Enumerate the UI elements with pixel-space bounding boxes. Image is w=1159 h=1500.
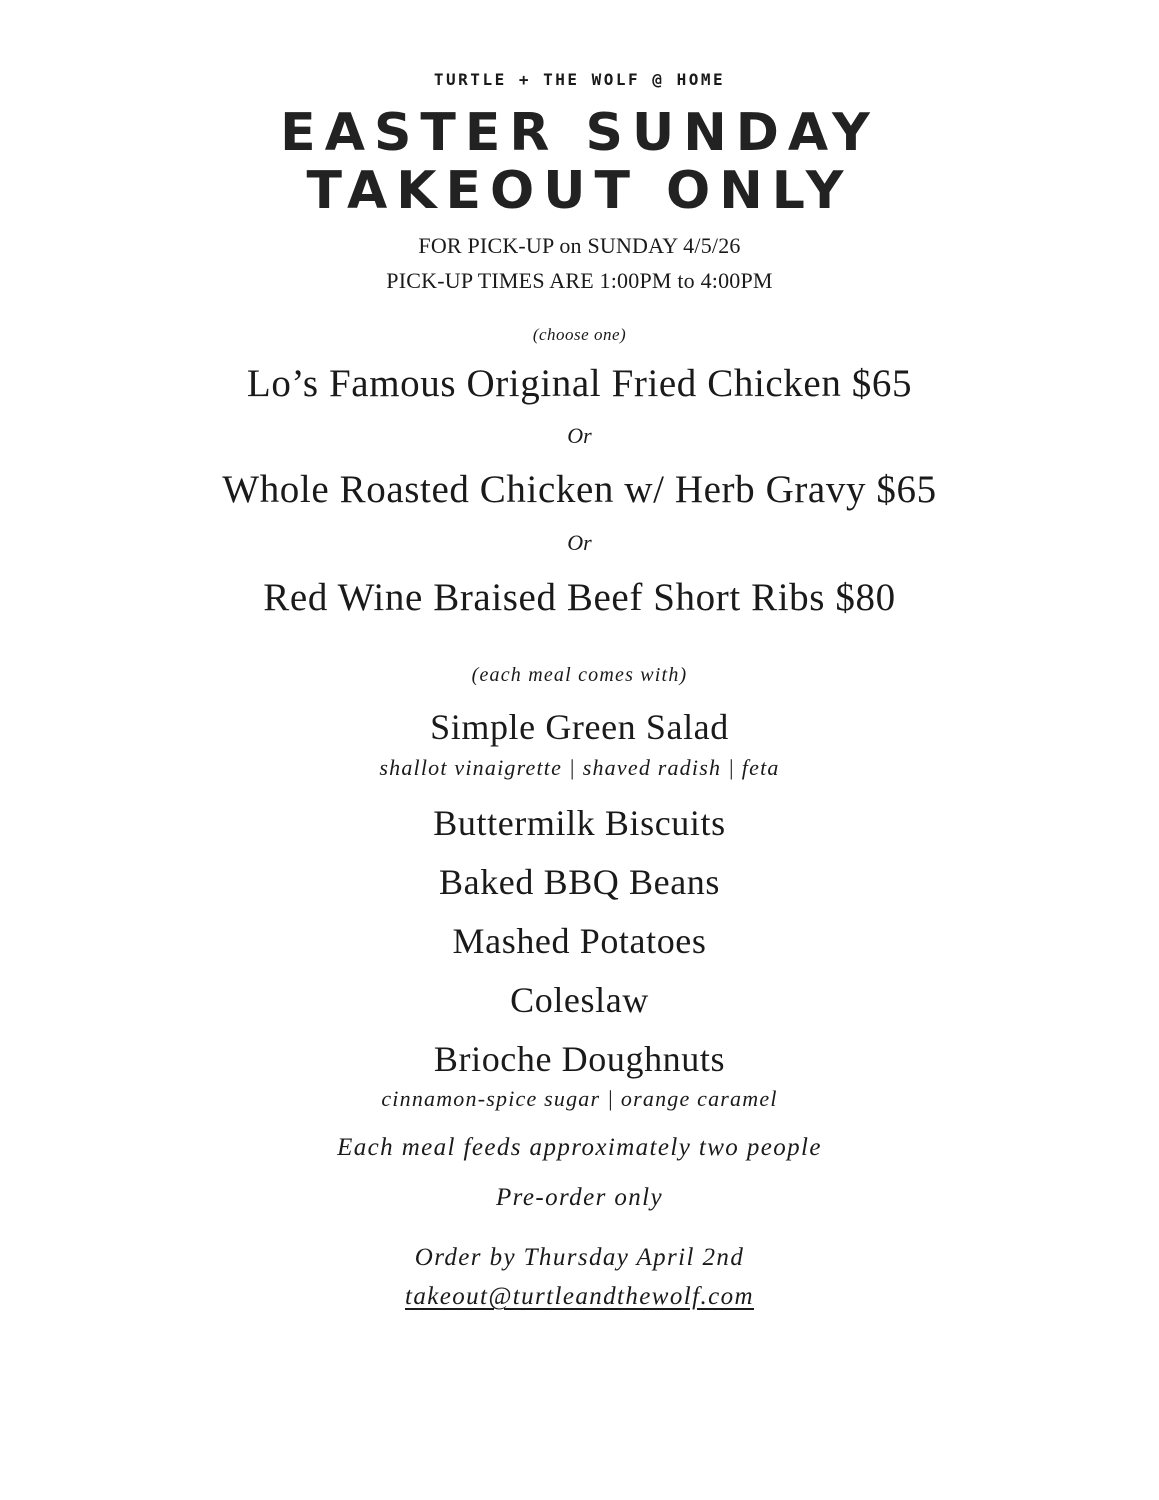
side-brioche-doughnuts: Brioche Doughnuts — [433, 1039, 726, 1079]
serving-note: Each meal feeds approximately two people — [337, 1134, 822, 1161]
side-brioche-doughnuts-description: cinnamon-spice sugar | orange caramel — [381, 1086, 778, 1111]
side-buttermilk-biscuits: Buttermilk Biscuits — [433, 803, 726, 843]
side-bbq-beans: Baked BBQ Beans — [439, 862, 720, 902]
pickup-times: PICK-UP TIMES ARE 1:00PM to 4:00PM — [386, 268, 773, 293]
side-coleslaw: Coleslaw — [510, 980, 649, 1020]
side-green-salad-description: shallot vinaigrette | shaved radish | feta — [379, 755, 780, 780]
sides-instruction: (each meal comes with) — [471, 664, 688, 686]
order-deadline: Order by Thursday April 2nd — [414, 1244, 745, 1271]
restaurant-name: TURTLE + THE WOLF @ HOME — [433, 70, 726, 89]
entree-separator: Or — [567, 530, 592, 555]
side-green-salad: Simple Green Salad — [430, 707, 729, 747]
entree-separator: Or — [567, 423, 592, 448]
side-mashed-potatoes: Mashed Potatoes — [452, 921, 707, 961]
email-link[interactable]: takeout@turtleandthewolf.com — [405, 1283, 754, 1310]
pickup-date: FOR PICK-UP on SUNDAY 4/5/26 — [418, 233, 741, 258]
page-title-line-2: TAKEOUT ONLY — [306, 161, 853, 221]
page-title-line-1: EASTER SUNDAY — [280, 103, 879, 163]
entree-fried-chicken: Lo’s Famous Original Fried Chicken $65 — [246, 362, 913, 405]
preorder-note: Pre-order only — [495, 1184, 663, 1211]
entree-roasted-chicken: Whole Roasted Chicken w/ Herb Gravy $65 — [222, 468, 937, 511]
email-container — [0, 1283, 1159, 1311]
entree-instruction: (choose one) — [532, 325, 627, 344]
entree-short-ribs: Red Wine Braised Beef Short Ribs $80 — [263, 576, 896, 619]
